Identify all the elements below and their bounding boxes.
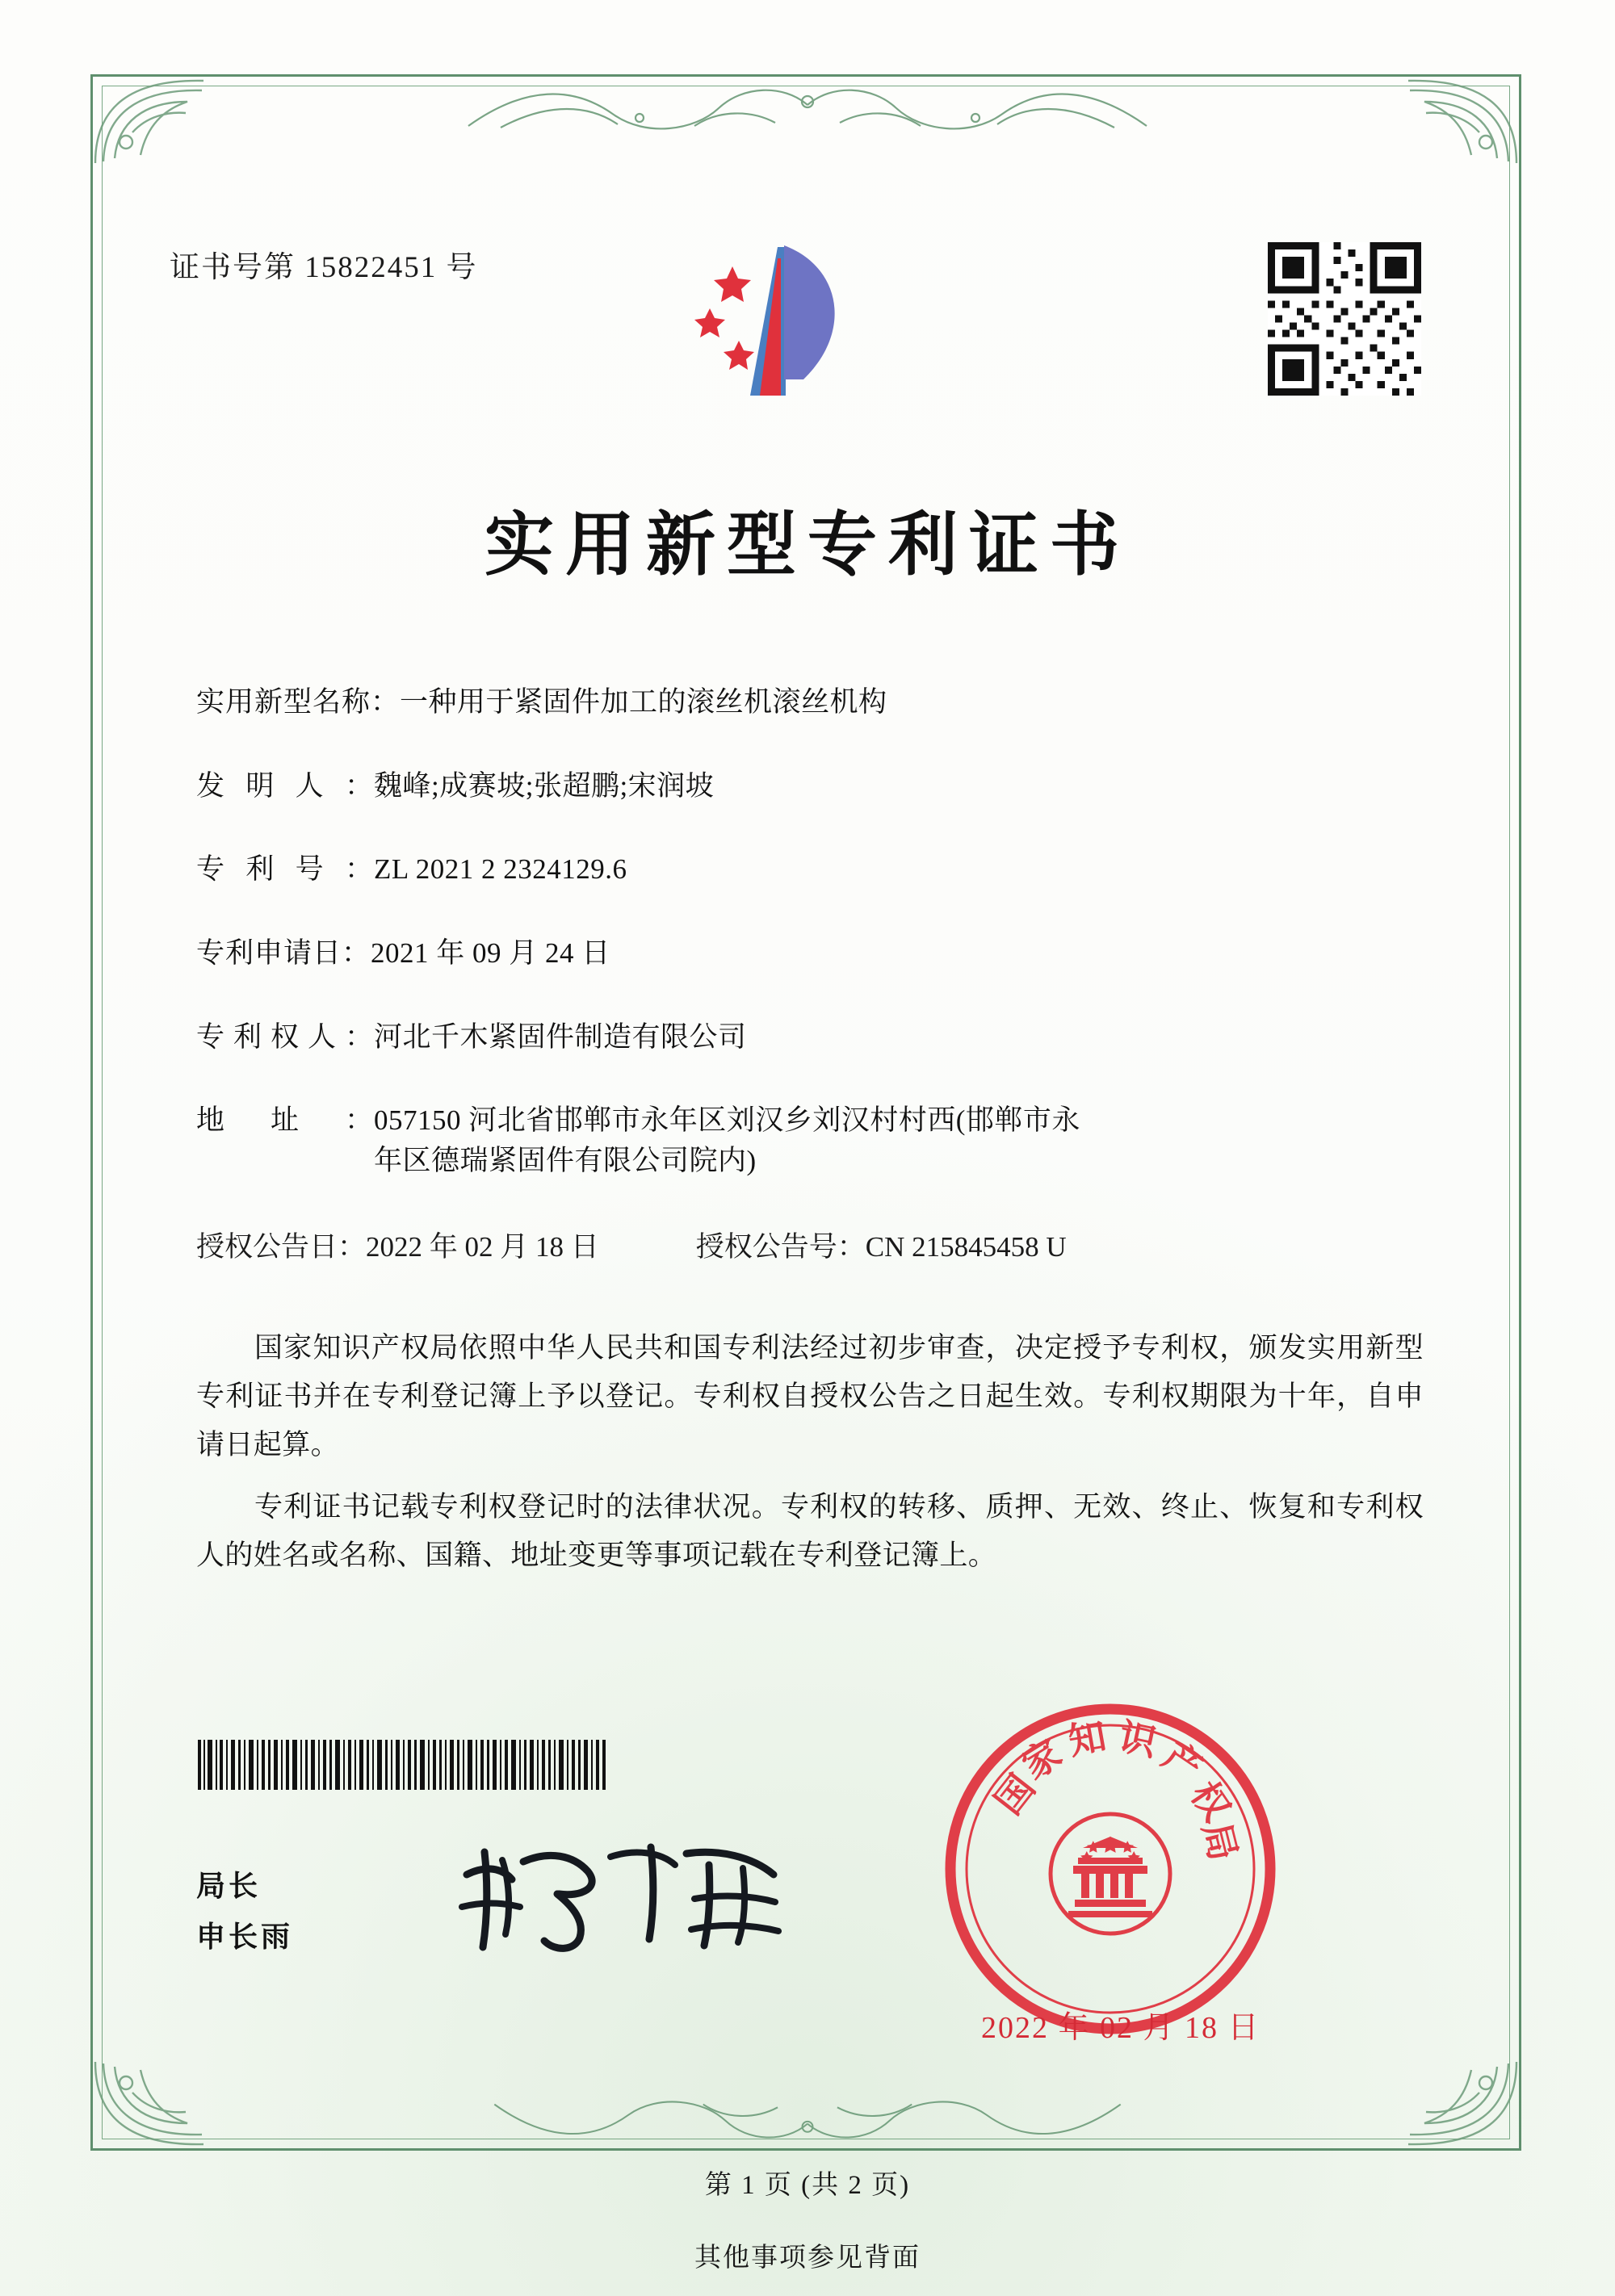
- field-value: 2021 年 09 月 24 日: [371, 937, 610, 970]
- cnipa-logo-icon: [682, 234, 892, 420]
- field-list: [196, 682, 1424, 1297]
- field-label: 地址：: [196, 1104, 374, 1137]
- svg-text:知: 知: [1065, 1713, 1110, 1764]
- corner-ornament-bottom-left-icon: [90, 2054, 212, 2151]
- field-grant-number: [696, 1225, 1067, 1265]
- field-label: 专利申请日：: [196, 937, 371, 970]
- barcode-icon: [196, 1740, 608, 1790]
- field-application-date: [196, 933, 1424, 974]
- field-value: 河北千木紧固件制造有限公司: [374, 1020, 747, 1053]
- field-label: 授权公告日：: [196, 1230, 367, 1263]
- signature-labels: [196, 1861, 293, 1963]
- field-label: 实用新型名称：: [196, 686, 401, 718]
- field-label: 专利权人：: [196, 1020, 374, 1053]
- back-note: 其他事项参见背面: [694, 2244, 921, 2273]
- field-grant-date: [196, 1225, 599, 1265]
- field-patentee: [196, 1017, 1424, 1058]
- official-red-seal-icon: [941, 1699, 1280, 2038]
- page-title: 实用新型专利证书: [484, 504, 1130, 585]
- paragraph-1: 国家知识产权局依照中华人民共和国专利法经过初步审查，决定授予专利权，颁发实用新型专利证书并在专利登记簿上予以登记。专利权自授权公告之日起生效。专利权期限为十年，自申请日起算。: [196, 1332, 1424, 1461]
- field-patent-number: [196, 849, 1424, 890]
- field-label: 发明人：: [196, 769, 374, 802]
- paragraph-2: 专利证书记载专利权登记时的法律状况。专利权的转移、质押、无效、终止、恢复和专利权人的姓名或名称、国籍、地址变更等事项记载在专利登记簿上。: [196, 1490, 1424, 1571]
- svg-text:产: 产: [1155, 1733, 1210, 1791]
- field-label: 专利号：: [196, 853, 374, 886]
- certificate-number: 证书号第 15822451 号: [170, 251, 478, 284]
- page-indicator: 第 1 页 (共 2 页): [704, 2171, 911, 2200]
- field-value-line-1: 057150 河北省邯郸市永年区刘汉乡刘汉村村西(邯郸市永: [374, 1104, 1080, 1137]
- field-value: 一种用于紧固件加工的滚丝机滚丝机构: [400, 686, 887, 718]
- legal-text: [196, 1324, 1424, 1593]
- director-name: 申长雨: [196, 1921, 294, 1953]
- corner-ornament-top-right-icon: [1400, 74, 1521, 171]
- field-label: 授权公告号：: [695, 1230, 866, 1263]
- corner-ornament-top-left-icon: [90, 74, 212, 171]
- field-utility-model-name: [196, 682, 1424, 723]
- svg-text:识: 识: [1114, 1714, 1161, 1765]
- field-value-line-2: 年区德瑞紧固件有限公司院内): [374, 1145, 757, 1177]
- bottom-ornament-icon: [452, 2091, 1163, 2149]
- svg-text:权: 权: [1182, 1773, 1240, 1829]
- field-inventor: [196, 766, 1424, 807]
- field-address: [196, 1100, 1424, 1180]
- field-value: 2022 年 02 月 18 日: [366, 1230, 599, 1263]
- qr-code-icon: [1268, 242, 1421, 396]
- field-value: ZL 2021 2 2324129.6: [374, 853, 627, 886]
- director-title: 局长: [196, 1870, 262, 1902]
- field-grant-row: [196, 1225, 1424, 1265]
- top-ornament-icon: [452, 78, 1163, 140]
- svg-text:局: 局: [1194, 1818, 1246, 1865]
- handwritten-signature-icon: [452, 1833, 791, 1962]
- seal-date: 2022 年 02 月 18 日: [981, 2011, 1261, 2045]
- field-value: CN 215845458 U: [865, 1230, 1067, 1263]
- svg-text:国: 国: [986, 1766, 1044, 1823]
- corner-ornament-bottom-right-icon: [1400, 2054, 1521, 2151]
- field-value: 魏峰;成赛坡;张超鹏;宋润坡: [374, 769, 715, 802]
- svg-text:家: 家: [1014, 1731, 1070, 1788]
